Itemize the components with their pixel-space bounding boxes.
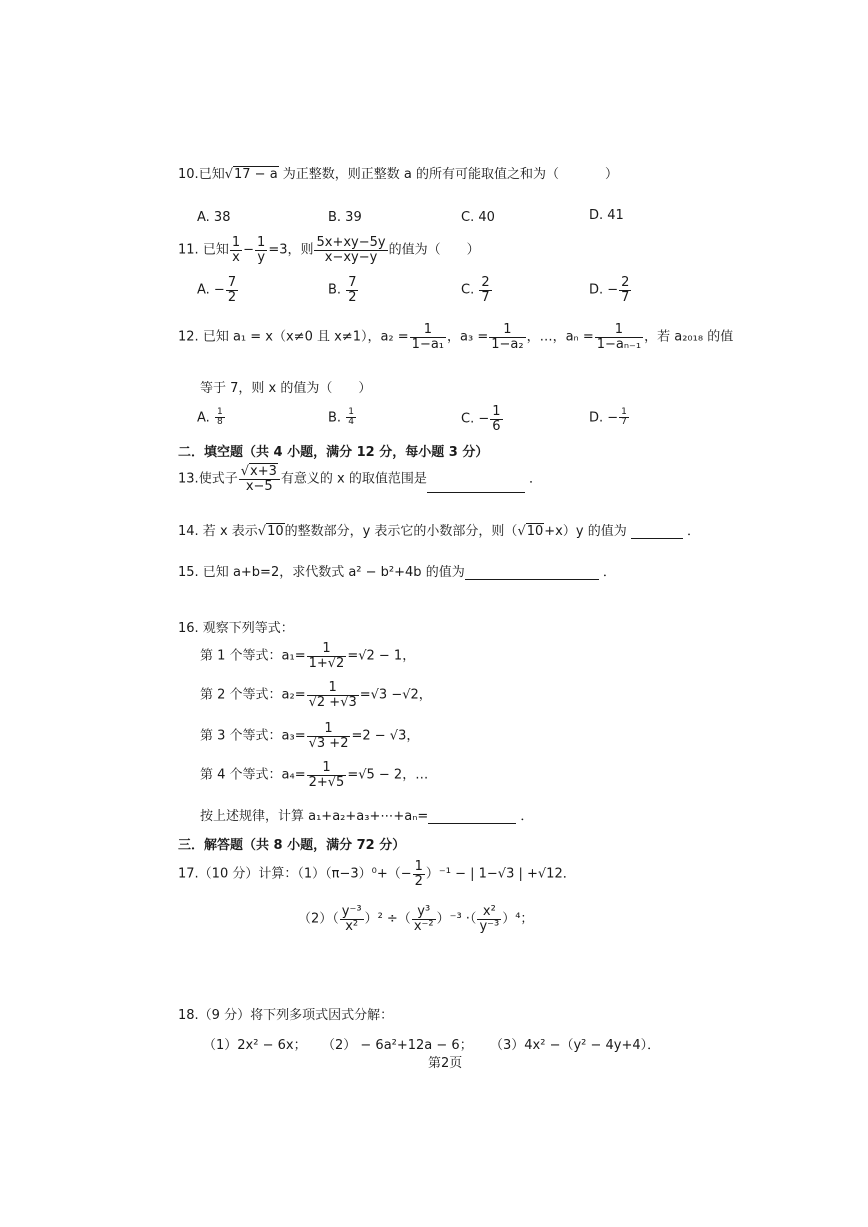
question-17-part1: 17.（10 分）计算：（1）（π−3）⁰+（− $\frac{1}{2}$ ）⁻¹ − | 1−√3 | +√12． [178,859,576,889]
section-heading: 二．填空题（共 4 小题，满分 12 分，每小题 3 分） [178,445,489,460]
equation-row-2: 第 2 个等式：a₂= $\frac{1}{√2 +√3}$ =√3 −√2， [200,680,432,710]
fraction: $\frac{1}{\text{1−a₂}}$ [491,322,524,352]
option-c: C. − $\frac{1}{6}$ [461,404,501,434]
equation-row-3: 第 3 个等式：a₃= $\frac{1}{√3 +2}$ =2 − √3， [200,721,420,751]
question-18-title: 18.（9 分）将下列多项式因式分解： [178,1008,394,1023]
question-17-part2: （2）（ $\frac{\text{y⁻³}}{\text{x²}}$ ）² ÷（ $\frac{\text{y³}}{\text{x⁻²}}$ ）⁻³ ·（ $\frac{\text{x²}}{\text{y⁻³}}$ ）⁴； [298,904,534,934]
question-18-part3: （3）4x² −（y² − 4y+4）． [490,1038,661,1053]
answer-blank[interactable] [465,565,599,580]
option-a: A. − $\frac{7}{2}$ [197,275,237,305]
fraction: $\frac{√x+3}{x-5}$ [239,465,280,493]
question-number: 10. [178,167,199,182]
fraction: $\frac{1}{\text{1−a₁}}$ [411,322,445,352]
question-16-title: 16. 观察下列等式： [178,621,294,636]
fraction: $\frac{1}{y}$ [257,235,266,265]
option-b: B. $\frac{1}{4}$ [328,407,354,428]
fraction: $\frac{1}{x}$ [231,235,241,265]
answer-blank[interactable] [631,524,683,539]
equation-row-1: 第 1 个等式：a₁= $\frac{1}{1+√2}$ =√2 − 1， [200,641,416,671]
fraction: $\frac{1}{\text{1−aₙ₋₁}}$ [596,322,642,352]
option-a: A. 38 [197,210,231,225]
question-text: 为正整数，则正整数 a 的所有可能取值之和为（ [278,167,560,182]
page-number: 第2页 [428,1056,463,1071]
sqrt-expression: √17 − a [224,167,278,182]
question-text: 已知 [198,167,225,182]
option-d: D. − $\frac{1}{7}$ [589,407,627,428]
question-15: 15. 已知 a+b=2，求代数式 a² − b²+4b 的值为 ． [178,565,616,580]
question-10: 10.已知√17 − a 为正整数，则正整数 a 的所有可能取值之和为（ ） [178,167,619,182]
option-b: B. 39 [328,210,362,225]
fraction: $\frac{5x+xy-5y}{x-xy-y}$ [316,235,386,265]
answer-blank[interactable] [427,478,525,493]
equation-row-4: 第 4 个等式：a₄= $\frac{1}{2+√5}$ =√5 − 2，… [200,760,429,790]
question-11: 11. 已知 $\frac{1}{x}$ − $\frac{1}{y}$ =3，则 $\frac{5x+xy-5y}{x-xy-y}$ 的值为（ ） [178,235,480,265]
question-13: 13.使式子 $\frac{√x+3}{x-5}$ 有意义的 x 的取值范围是 ． [178,464,542,494]
option-a: A. $\frac{1}{8}$ [197,407,223,428]
option-c: C. $\frac{2}{7}$ [461,275,490,305]
question-12: 12. 已知 a₁ = x（x≠0 且 x≠1），a₂ = $\frac{1}{\text{1−a₁}}$ ，a₃ = $\frac{1}{\text{1−a₂}}$ ，…，aₙ = $\frac{1}{\text{1−aₙ₋₁}}$ ，若 a₂₀₁₈ 的值 [178,322,734,352]
option-b: B. $\frac{7}{2}$ [328,275,357,305]
question-12-line2: 等于 7，则 x 的值为（ ） [200,381,372,396]
section-heading: 三．解答题（共 8 小题，满分 72 分） [178,838,406,853]
question-18-part2: （2） − 6a²+12a − 6； [322,1038,473,1053]
question-16-calc: 按上述规律，计算 a₁+a₂+a₃+⋯+aₙ= ． [200,809,534,824]
answer-blank[interactable] [428,809,516,824]
question-18-part1: （1）2x² − 6x； [203,1038,307,1053]
option-d: D. − $\frac{2}{7}$ [589,275,630,305]
question-14: 14. 若 x 表示√10的整数部分，y 表示它的小数部分，则（√10+x）y 的值为 ． [178,524,700,539]
option-c: C. 40 [461,210,495,225]
option-d: D. 41 [589,208,624,223]
